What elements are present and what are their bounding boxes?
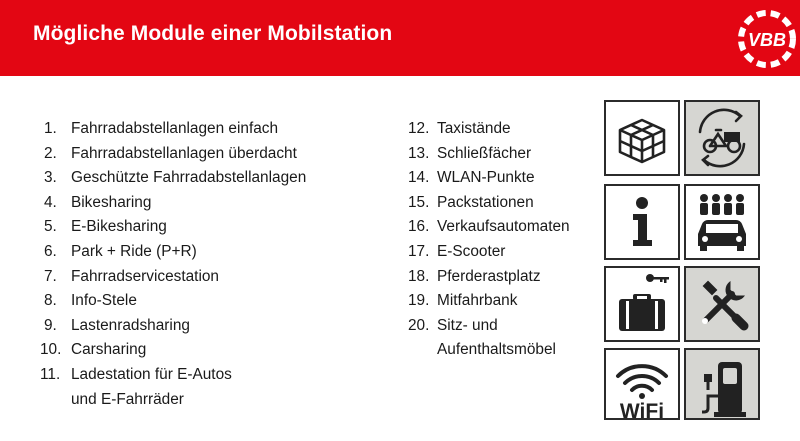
ev-charging-tile	[684, 348, 760, 420]
item-label: Taxistände	[437, 120, 511, 137]
item-label: Verkaufsautomaten	[437, 218, 570, 236]
module-list-right	[408, 117, 608, 363]
item-label: Ladestation für E-Autos und E-Fahrräder	[71, 365, 232, 408]
tools-tile	[684, 266, 760, 342]
info-tile	[604, 184, 680, 260]
list-item	[40, 363, 374, 412]
item-label: Pferderastplatz	[437, 267, 541, 285]
list-item	[408, 215, 608, 240]
list-item	[44, 289, 374, 314]
list-item	[44, 215, 374, 240]
item-number: 8.	[44, 292, 57, 310]
locker-tile	[604, 266, 680, 342]
item-number: 4.	[44, 193, 57, 211]
item-number: 17.	[408, 242, 430, 260]
list-item	[408, 142, 608, 167]
logo-text: VBB	[747, 30, 787, 50]
wifi-tile	[604, 348, 680, 420]
item-number: 18.	[408, 267, 430, 285]
item-label: Fahrradabstellanlagen einfach	[71, 120, 279, 137]
item-number: 11.	[40, 365, 61, 383]
item-number: 12.	[408, 120, 430, 137]
item-label: Fahrradservicestation	[71, 267, 219, 285]
ev-charging-icon	[686, 350, 758, 422]
info-icon	[606, 186, 678, 258]
list-item	[44, 191, 374, 216]
item-number: 5.	[44, 218, 57, 236]
list-item	[408, 191, 608, 216]
item-number: 13.	[408, 144, 430, 162]
list-item	[408, 166, 608, 191]
package-tile	[604, 100, 680, 176]
item-label: Fahrradabstellanlagen überdacht	[71, 144, 297, 162]
item-number: 7.	[44, 267, 57, 285]
carsharing-icon	[686, 186, 758, 258]
item-number: 3.	[44, 169, 57, 187]
list-item	[408, 117, 608, 142]
header-bar	[0, 0, 800, 76]
locker-icon	[606, 268, 678, 340]
package-icon	[606, 102, 678, 174]
wifi-icon	[606, 350, 678, 422]
list-item	[44, 240, 374, 265]
item-number: 6.	[44, 242, 57, 260]
item-number: 19.	[408, 292, 430, 310]
item-label: WLAN-Punkte	[437, 169, 535, 187]
item-number: 1.	[44, 120, 57, 137]
item-label: E-Scooter	[437, 242, 506, 260]
list-item	[44, 117, 374, 142]
item-label: Schließfächer	[437, 144, 532, 162]
vbb-logo	[736, 6, 798, 72]
list-item	[408, 265, 608, 290]
list-item	[408, 240, 608, 265]
item-label: Geschützte Fahrradabstellanlagen	[71, 169, 307, 187]
module-list-left	[40, 117, 374, 412]
list-item	[408, 289, 608, 314]
list-item	[40, 338, 374, 363]
cargo-bike-tile	[684, 100, 760, 176]
page-title: Mögliche Module einer Mobilstation	[33, 22, 393, 45]
wifi-text: WiFi	[619, 400, 665, 422]
tools-icon	[686, 268, 758, 340]
item-number: 16.	[408, 218, 430, 236]
cargo-bike-sharing-icon	[686, 102, 758, 174]
item-label: Park + Ride (P+R)	[71, 242, 197, 260]
list-item	[44, 166, 374, 191]
list-item	[408, 314, 608, 363]
item-number: 2.	[44, 144, 57, 162]
list-item	[44, 142, 374, 167]
carsharing-tile	[684, 184, 760, 260]
item-label: Mitfahrbank	[437, 292, 518, 310]
item-label: Info-Stele	[71, 292, 137, 310]
item-label: Lastenradsharing	[71, 316, 190, 334]
item-number: 10.	[40, 341, 62, 359]
item-label: Sitz- und Aufenthaltsmöbel	[437, 316, 556, 359]
item-label: E-Bikesharing	[71, 218, 167, 236]
item-label: Packstationen	[437, 193, 534, 211]
item-number: 15.	[408, 193, 430, 211]
item-label: Bikesharing	[71, 193, 152, 211]
list-item	[44, 314, 374, 339]
list-item	[44, 265, 374, 290]
item-number: 9.	[44, 316, 57, 334]
item-number: 20.	[408, 316, 430, 334]
item-number: 14.	[408, 169, 430, 187]
item-label: Carsharing	[71, 341, 147, 359]
